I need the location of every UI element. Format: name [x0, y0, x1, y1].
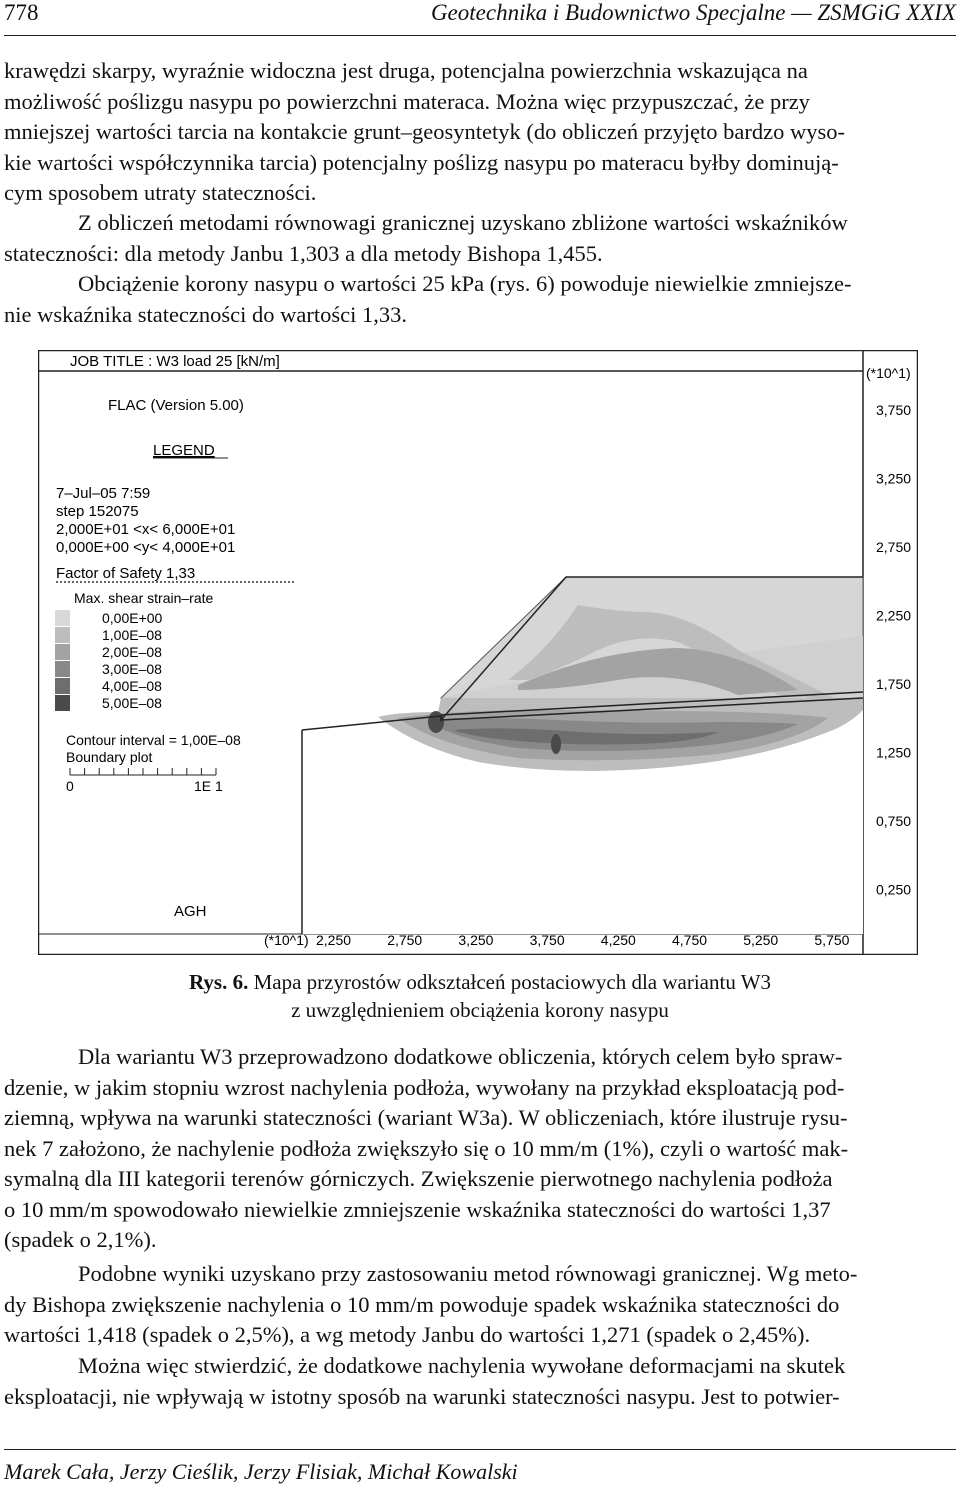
y-tick-label: 3,750	[876, 402, 912, 418]
paragraph-1	[4, 56, 952, 209]
y-tick-label: 0,250	[876, 881, 912, 898]
y-tick-label: 1,750	[876, 676, 912, 692]
legend-level-label: 5,00E–08	[102, 695, 162, 711]
x-tick-label: 3,250	[458, 932, 494, 948]
contour-interval: Contour interval = 1,00E–08	[66, 732, 241, 748]
caption-line-1: Mapa przyrostów odkształceń postaciowych dla wariantu W3	[253, 970, 772, 994]
text-line: wartości 1,418 (spadek o 2,5%), a wg metody Janbu do wartości 1,271 (spadek o 2,45%).	[4, 1322, 811, 1347]
y-axis-multiplier: (*10^1)	[866, 365, 911, 381]
footer-rule	[4, 1449, 956, 1450]
legend-swatch	[55, 678, 70, 694]
institution: AGH	[174, 903, 207, 920]
factor-of-safety: Factor of Safety 1,33	[56, 565, 196, 582]
legend-level-label: 1,00E–08	[102, 627, 162, 643]
x-tick-label: 2,750	[387, 932, 423, 948]
text-line: dzenie, w jakim stopniu wzrost nachylenia podłoża, wywołany na przykład eksploatacją pod-	[4, 1074, 845, 1100]
caption-line-2: z uwzględnieniem obciążenia korony nasypu	[291, 998, 669, 1022]
text-line: stateczności: dla metody Janbu 1,303 a dla metody Bishopa 1,455.	[4, 240, 603, 266]
text-line: cym sposobem utraty stateczności.	[4, 180, 317, 205]
text-line: krawędzi skarpy, wyraźnie widoczna jest druga, potencjalna powierzchnia wskazująca na	[4, 58, 808, 83]
text-line: eksploatacji, nie wpływają w istotny sposób na warunki stateczności nasypu. Jest to potwier-	[4, 1383, 840, 1409]
caption-label: Rys. 6.	[188, 970, 249, 994]
x-tick-label: 5,250	[743, 932, 779, 948]
text-line: dy Bishopa zwiększenie nachylenia o 10 mm/m powoduje spadek wskaźnika stateczności do	[4, 1291, 840, 1317]
flac-figure	[38, 350, 918, 955]
paragraph-5	[4, 1259, 952, 1351]
x-tick-label: 4,250	[600, 932, 636, 948]
legend-swatch	[55, 695, 70, 711]
shear-peak-center	[551, 734, 561, 754]
text-line: możliwość poślizgu nasypu po powierzchni materaca. Można więc przypuszczać, że przy	[4, 88, 810, 114]
text-line: nek 7 założono, że nachylenie podłoża zwiększyło się o 10 mm/m (1%), czyli o wartość mak-	[4, 1135, 849, 1161]
journal-title: Geotechnika i Budownictwo Specjalne — ZSMGiG XXIX	[430, 0, 956, 25]
legend-swatch	[55, 661, 70, 677]
y-tick-label: 2,750	[876, 539, 912, 555]
figure-caption	[0, 968, 960, 1024]
text-line: (spadek o 2,1%).	[4, 1227, 157, 1252]
text-line: mniejszej wartości tarcia na kontakcie grunt–geosyntetyk (do obliczeń przyjęto bardzo wyso-	[4, 119, 845, 144]
header-rule	[4, 35, 956, 36]
page-number: 778	[4, 0, 39, 25]
legend-swatch	[55, 610, 70, 626]
legend-step: step 152075	[56, 503, 139, 520]
flac-plot	[38, 350, 918, 955]
text-line: nie wskaźnika stateczności do wartości 1,33.	[4, 301, 408, 327]
legend-x-range: 2,000E+01 <x< 6,000E+01	[56, 521, 236, 538]
text-line: Obciążenie korony nasypu o wartości 25 kPa (rys. 6) powoduje niewielkie zmniejsze-	[78, 271, 852, 296]
text-line: symalną dla III kategorii terenów górniczych. Zwiększenie pierwotnego nachylenia podłoża	[4, 1166, 833, 1191]
x-tick-label: 3,750	[529, 932, 565, 948]
text-line: Podobne wyniki uzyskano przy zastosowaniu metod równowagi granicznej. Wg meto-	[78, 1261, 858, 1286]
shear-title: Max. shear strain–rate	[74, 590, 214, 606]
legend-swatch	[55, 627, 70, 643]
legend-title: LEGEND	[153, 442, 215, 459]
x-axis-multiplier: (*10^1)	[264, 932, 309, 948]
scale-zero: 0	[66, 778, 74, 794]
paragraph-6	[4, 1351, 952, 1412]
text-line: o 10 mm/m spowodowało niewielkie zmniejszenie wskaźnika stateczności do wartości 1,37	[4, 1196, 831, 1222]
legend-level-label: 2,00E–08	[102, 644, 162, 660]
y-tick-label: 3,250	[876, 470, 912, 487]
boundary-plot: Boundary plot	[66, 749, 153, 765]
x-tick-label: 2,250	[316, 932, 352, 948]
legend-date: 7–Jul–05 7:59	[56, 485, 151, 502]
paragraph-2	[4, 208, 952, 269]
job-title: JOB TITLE : W3 load 25 [kN/m]	[70, 353, 280, 370]
legend-level-label: 0,00E+00	[102, 610, 163, 626]
legend-level-label: 4,00E–08	[102, 678, 162, 694]
paragraph-4	[4, 1042, 952, 1256]
text-line: Można więc stwierdzić, że dodatkowe nachylenia wywołane deformacjami na skutek	[78, 1353, 846, 1378]
paragraph-3	[4, 269, 952, 330]
legend-level-label: 3,00E–08	[102, 661, 162, 677]
text-line: Dla wariantu W3 przeprowadzono dodatkowe obliczenia, których celem było spraw-	[78, 1044, 843, 1069]
y-tick-label: 1,250	[876, 744, 912, 761]
legend-y-range: 0,000E+00 <y< 4,000E+01	[56, 539, 236, 556]
text-line: kie wartości współczynnika tarcia) potencjalny poślizg nasypu po materacu byłby dominują-	[4, 149, 839, 175]
y-tick-label: 0,750	[876, 813, 912, 829]
footer-authors: Marek Cała, Jerzy Cieślik, Jerzy Flisiak, Michał Kowalski	[4, 1459, 518, 1484]
y-tick-label: 2,250	[876, 607, 912, 624]
text-line: ziemną, wpływa na warunki stateczności (wariant W3a). W obliczeniach, które ilustruje rysu-	[4, 1105, 848, 1130]
legend-swatch	[55, 644, 70, 660]
x-tick-label: 5,750	[814, 932, 850, 948]
x-tick-label: 4,750	[672, 932, 708, 948]
scale-end: 1E 1	[194, 778, 223, 794]
program-version: FLAC (Version 5.00)	[108, 397, 244, 414]
text-line: Z obliczeń metodami równowagi granicznej uzyskano zbliżone wartości wskaźników	[78, 210, 848, 235]
